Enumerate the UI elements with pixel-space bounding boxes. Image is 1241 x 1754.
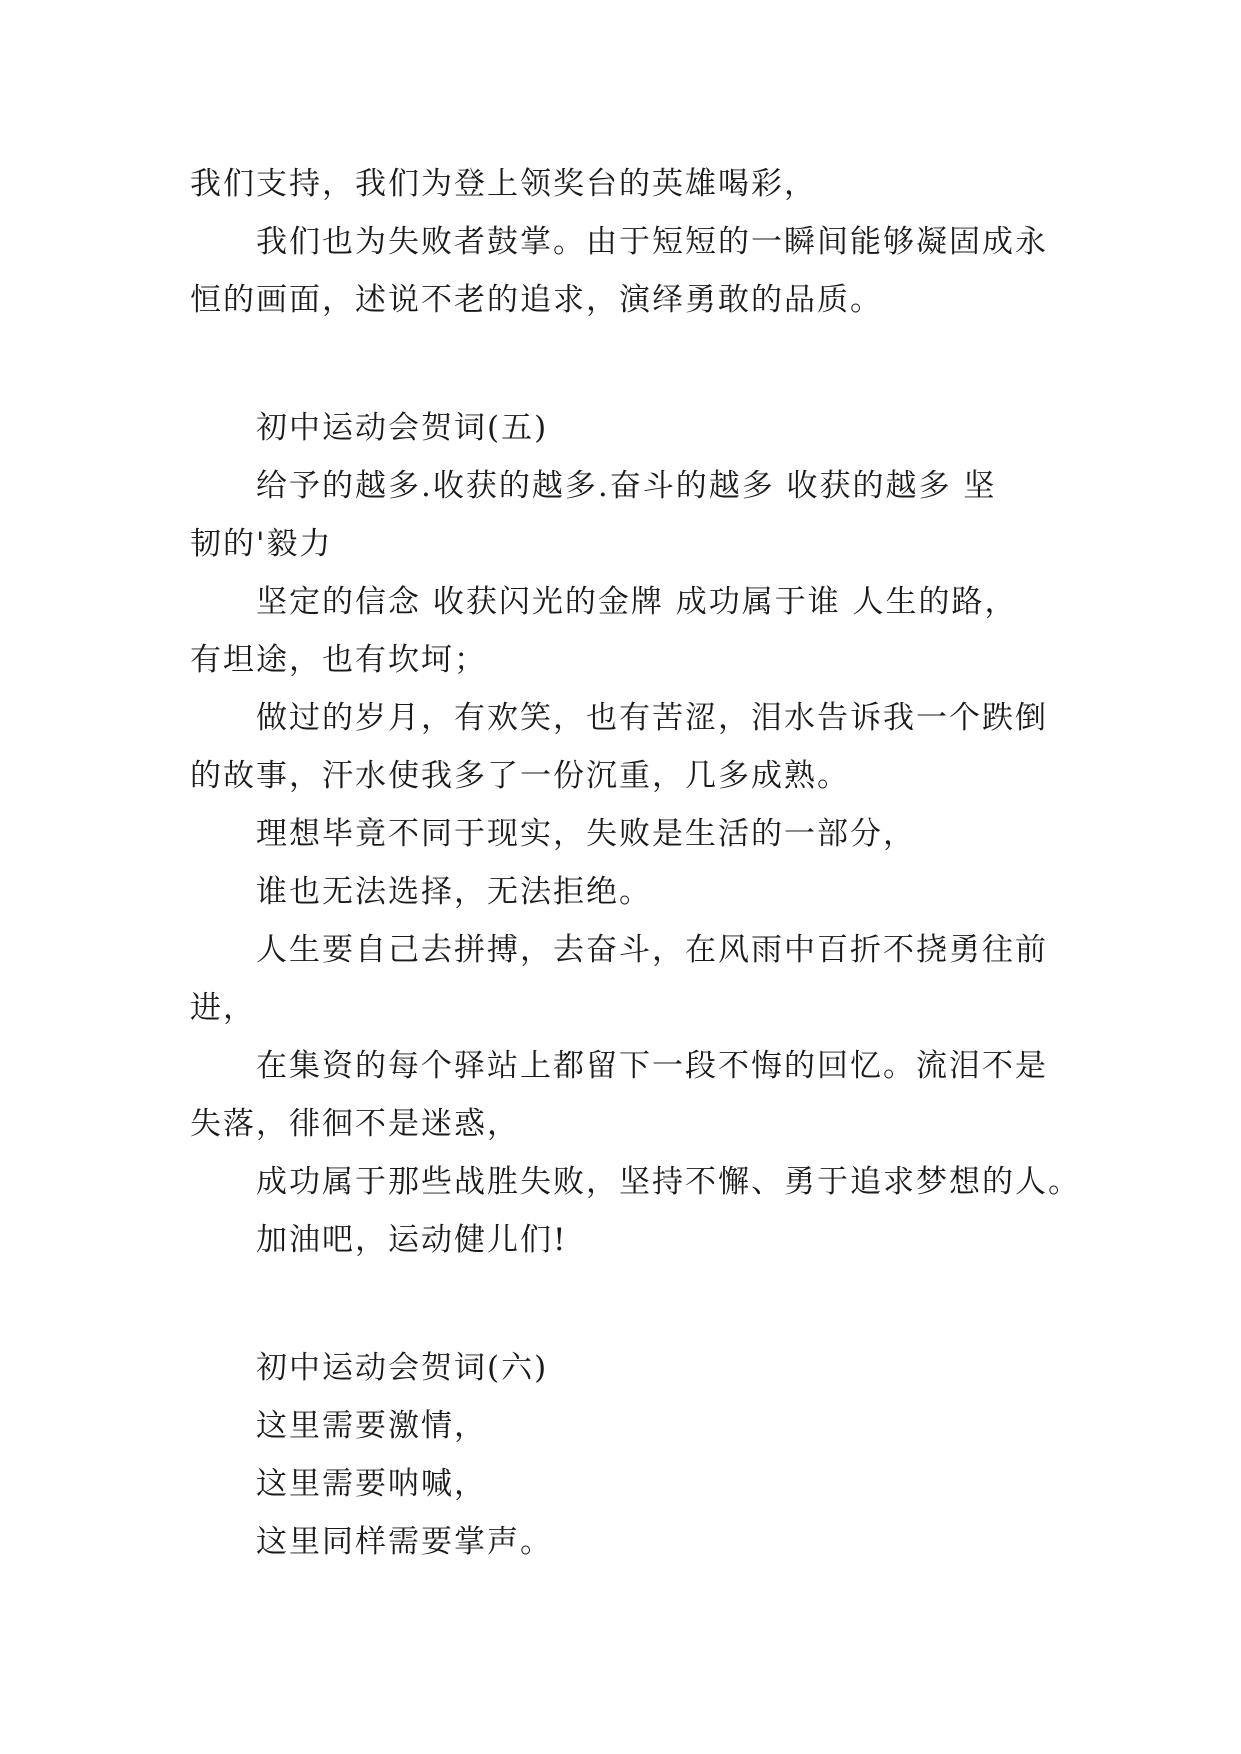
blank-line: [190, 1269, 1050, 1327]
text-line: 这里需要呐喊，: [256, 1466, 487, 1502]
text-line: 有坦途，也有坎坷；: [190, 642, 487, 678]
text-line: 的故事，汗水使我多了一份沉重，几多成熟。: [190, 758, 850, 794]
text-line: 这里同样需要掌声。: [256, 1524, 553, 1560]
text-line: 我们也为失败者鼓掌。由于短短的一瞬间能够凝固成永: [256, 224, 1048, 260]
blank-line: [190, 329, 1050, 387]
text-line: 这里需要激情，: [256, 1408, 487, 1444]
text-line: 进，: [190, 990, 256, 1026]
text-line: 恒的画面，述说不老的追求，演绎勇敢的品质。: [190, 282, 883, 318]
text-line: 谁也无法选择，无法拒绝。: [256, 874, 652, 910]
text-line: 韧的'毅力: [190, 526, 333, 562]
section-heading: 初中运动会贺词(五): [256, 410, 549, 446]
text-line: 我们支持，我们为登上领奖台的英雄喝彩，: [190, 166, 817, 202]
text-line: 做过的岁月，有欢笑，也有苦涩，泪水告诉我一个跌倒: [256, 700, 1048, 736]
section-heading: 初中运动会贺词(六): [256, 1350, 549, 1386]
text-line: 在集资的每个驿站上都留下一段不悔的回忆。流泪不是: [256, 1048, 1048, 1084]
text-line: 给予的越多.收获的越多.奋斗的越多 收获的越多 坚: [256, 468, 997, 504]
document-body: [190, 155, 1081, 1571]
text-line: 失落，徘徊不是迷惑，: [190, 1106, 520, 1142]
text-line: 成功属于那些战胜失败，坚持不懈、勇于追求梦想的人。: [256, 1164, 1081, 1200]
text-line: 人生要自己去拼搏，去奋斗，在风雨中百折不挠勇往前: [256, 932, 1048, 968]
text-line: 加油吧，运动健儿们!: [256, 1222, 568, 1258]
text-line: 坚定的信念 收获闪光的金牌 成功属于谁 人生的路，: [256, 584, 1018, 620]
text-line: 理想毕竟不同于现实，失败是生活的一部分，: [256, 816, 916, 852]
